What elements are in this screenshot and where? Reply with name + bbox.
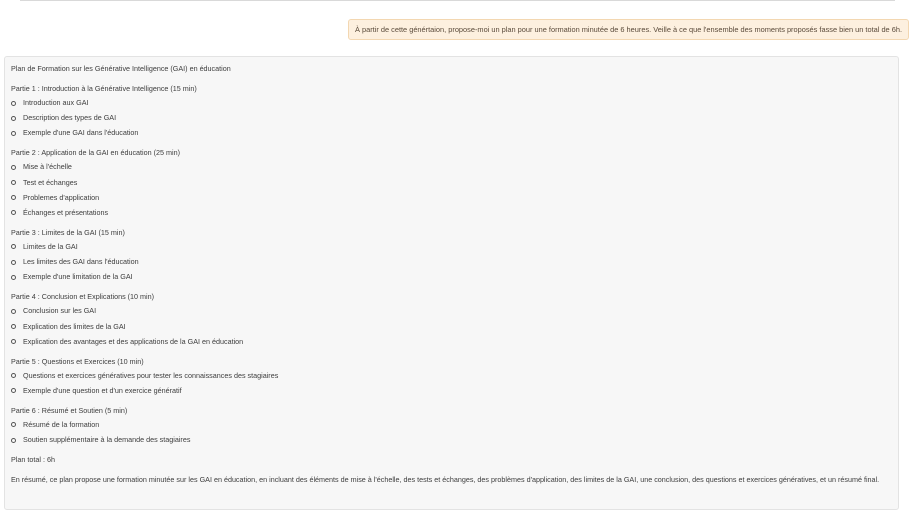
- plan-total: Plan total : 6h: [11, 455, 55, 465]
- bullet-icon: [11, 309, 16, 314]
- bullet-icon: [11, 422, 16, 427]
- divider: [20, 0, 895, 1]
- list-item: Mise à l'échelle: [11, 161, 892, 172]
- list-item: Explication des limites de la GAI: [11, 321, 892, 332]
- list-item: Échanges et présentations: [11, 207, 892, 218]
- bullet-icon: [11, 260, 16, 265]
- list-item: Conclusion sur les GAI: [11, 305, 892, 316]
- section-title: Partie 1 : Introduction à la Générative Intelligence (15 min): [11, 84, 197, 93]
- list-item: Explication des avantages et des applications de la GAI en éducation: [11, 336, 892, 347]
- list-item: Résumé de la formation: [11, 419, 892, 430]
- bullet-icon: [11, 275, 16, 280]
- section-part-4: [11, 291, 892, 346]
- item-list: [11, 419, 892, 445]
- section-part-5: [11, 356, 892, 396]
- section-part-1: [11, 83, 892, 138]
- user-message: À partir de cette génértaion, propose-moi un plan pour une formation minutée de 6 heures. Veille à ce que l'ensemble des moments proposés fasse bien un total de 6h.: [348, 19, 909, 40]
- summary-paragraph: En résumé, ce plan propose une formation minutée sur les GAI en éducation, en incluant des éléments de mise à l'échelle, des tests et échanges, des problèmes d'application, des limites de la GAI, une conclusion, des questions et exercices génératives, et un résumé final.: [11, 475, 880, 485]
- list-item: Introduction aux GAI: [11, 97, 892, 108]
- assistant-response: [4, 56, 899, 510]
- list-item: Exemple d'une limitation de la GAI: [11, 271, 892, 282]
- item-list: [11, 305, 892, 346]
- section-part-3: [11, 227, 892, 282]
- bullet-icon: [11, 131, 16, 136]
- bullet-icon: [11, 210, 16, 215]
- list-item: Problemes d'application: [11, 192, 892, 203]
- bullet-icon: [11, 388, 16, 393]
- list-item: Test et échanges: [11, 177, 892, 188]
- list-item: Soutien supplémentaire à la demande des stagiaires: [11, 434, 892, 445]
- bullet-icon: [11, 438, 16, 443]
- bullet-icon: [11, 101, 16, 106]
- bullet-icon: [11, 180, 16, 185]
- list-item: Exemple d'une question et d'un exercice génératif: [11, 385, 892, 396]
- bullet-icon: [11, 116, 16, 121]
- item-list: [11, 161, 892, 218]
- section-title: Partie 4 : Conclusion et Explications (10 min): [11, 292, 155, 302]
- bullet-icon: [11, 373, 16, 378]
- section-title: Partie 6 : Résumé et Soutien (5 min): [11, 405, 128, 415]
- list-item: Limites de la GAI: [11, 241, 892, 252]
- item-list: [11, 97, 892, 138]
- item-list: [11, 241, 892, 282]
- item-list: [11, 370, 892, 396]
- plan-title: Plan de Formation sur les Générative Intelligence (GAI) en éducation: [11, 64, 231, 73]
- bullet-icon: [11, 339, 16, 344]
- list-item: Les limites des GAI dans l'éducation: [11, 256, 892, 267]
- bullet-icon: [11, 324, 16, 329]
- section-part-2: [11, 147, 892, 218]
- list-item: Exemple d'une GAI dans l'éducation: [11, 127, 892, 138]
- list-item: Description des types de GAI: [11, 112, 892, 123]
- list-item: Questions et exercices génératives pour tester les connaissances des stagiaires: [11, 370, 892, 381]
- section-part-6: [11, 405, 892, 445]
- bullet-icon: [11, 195, 16, 200]
- bullet-icon: [11, 244, 16, 249]
- section-title: Partie 3 : Limites de la GAI (15 min): [11, 227, 125, 237]
- bullet-icon: [11, 165, 16, 170]
- section-title: Partie 2 : Application de la GAI en éducation (25 min): [11, 148, 181, 158]
- section-title: Partie 5 : Questions et Exercices (10 min): [11, 356, 144, 366]
